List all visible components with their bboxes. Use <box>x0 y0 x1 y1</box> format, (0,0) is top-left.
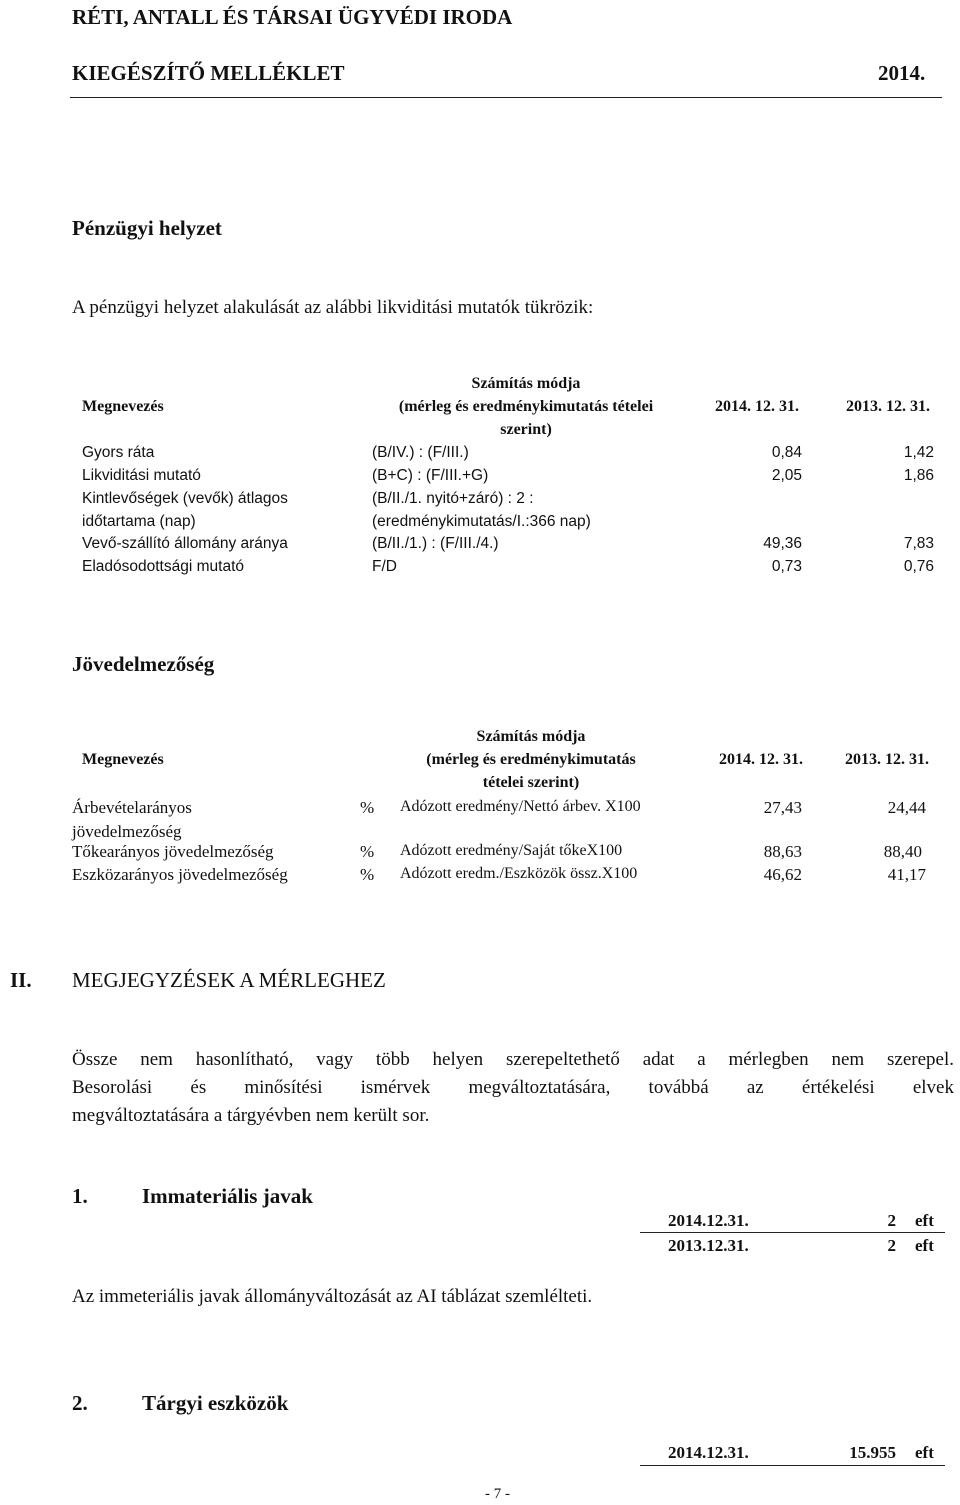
col-header-method-3: szerint) <box>500 421 552 438</box>
intangible-number: 1. <box>72 1184 88 1208</box>
col-header-name: Megnevezés <box>82 398 164 415</box>
col-header-2014: 2014. 12. 31. <box>719 751 803 768</box>
table-row-unit: % <box>360 798 375 817</box>
document-title: KIEGÉSZÍTŐ MELLÉKLET <box>72 61 345 85</box>
table-row-2013: 1,42 <box>903 444 934 461</box>
table-row-name-cont: jövedelmezőség <box>72 822 182 841</box>
financial-intro: A pénzügyi helyzet alakulását az alábbi likviditási mutatók tükrözik: <box>72 297 594 318</box>
table-row-2014: 46,62 <box>763 865 802 884</box>
tangible-value: 15.955 <box>849 1443 896 1462</box>
table-row-name: Árbevételarányos <box>72 798 192 817</box>
document-year: 2014. <box>878 61 926 85</box>
table-row-name: Tőkearányos jövedelmezőség <box>72 842 274 861</box>
tangible-rule <box>640 1465 945 1466</box>
table-row-2014: 88,63 <box>763 842 802 861</box>
table-row-2014: 0,84 <box>771 444 802 461</box>
table-row-name: Eszközarányos jövedelmezőség <box>72 865 288 884</box>
col-header-name: Megnevezés <box>82 751 164 768</box>
table-row-method: (B+C) : (F/III.+G) <box>372 467 489 484</box>
table-row-name: Eladósodottsági mutató <box>82 558 244 575</box>
table-row-name: Kintlevőségek (vevők) átlagos <box>82 490 288 507</box>
table-row-2013: 0,76 <box>903 558 934 575</box>
table-row-method: Adózott eredmény/Saját tőkeX100 <box>400 842 623 859</box>
table-row-method: (B/II./1.) : (F/III./4.) <box>372 535 499 552</box>
tangible-title: Tárgyi eszközök <box>142 1391 289 1415</box>
header-rule <box>70 97 942 98</box>
table-row-2014: 0,73 <box>771 558 802 575</box>
page-number: - 7 - <box>485 1486 510 1502</box>
table-row-2014: 49,36 <box>763 535 802 552</box>
table-row-name: Gyors ráta <box>82 444 155 461</box>
intangible-unit: eft <box>915 1211 934 1230</box>
intangible-title: Immateriális javak <box>142 1184 313 1208</box>
profitability-table <box>0 725 960 895</box>
section-paragraph-line1: Össze nem hasonlítható, vagy több helyen szerepeltethető adat a mérlegben nem szerepel. <box>72 1049 954 1070</box>
table-row-2013: 7,83 <box>903 535 934 552</box>
table-row-name: Likviditási mutató <box>82 467 201 484</box>
intangible-date: 2013.12.31. <box>668 1236 749 1255</box>
liquidity-table <box>0 277 960 597</box>
col-header-2013: 2013. 12. 31. <box>845 751 929 768</box>
table-row-method: (B/II./1. nyitó+záró) : 2 : <box>372 490 534 507</box>
table-row-2013: 24,44 <box>887 798 926 817</box>
table-row-unit: % <box>360 842 375 861</box>
table-row-2013: 88,40 <box>883 842 922 861</box>
intangible-unit: eft <box>915 1236 934 1255</box>
col-header-method-2: (mérleg és eredménykimutatás tételei <box>398 398 654 415</box>
col-header-2013: 2013. 12. 31. <box>846 398 930 415</box>
table-row-method: Adózott eredmény/Nettó árbev. X100 <box>400 798 641 815</box>
table-row-method: F/D <box>372 558 397 575</box>
intangible-value: 2 <box>887 1236 896 1255</box>
section-title: MEGJEGYZÉSEK A MÉRLEGHEZ <box>72 968 386 992</box>
tangible-number: 2. <box>72 1391 88 1415</box>
table-row-unit: % <box>360 865 375 884</box>
table-row-method-cont: (eredménykimutatás/I.:366 nap) <box>372 513 591 530</box>
table-row-2014: 2,05 <box>771 467 802 484</box>
tangible-unit: eft <box>915 1443 934 1462</box>
col-header-method-3: tételei szerint) <box>482 774 580 791</box>
intangible-date: 2014.12.31. <box>668 1211 749 1230</box>
table-row-name-cont: időtartama (nap) <box>82 513 196 530</box>
table-row-method: (B/IV.) : (F/III.) <box>372 444 469 461</box>
section-paragraph-line3: megváltoztatására a tárgyévben nem került sor. <box>72 1105 430 1126</box>
table-row-2013: 41,17 <box>887 865 926 884</box>
intangible-rule <box>640 1232 945 1233</box>
financial-heading: Pénzügyi helyzet <box>72 216 222 240</box>
tangible-date: 2014.12.31. <box>668 1443 749 1462</box>
section-paragraph-line2: Besorolási és minősítési ismérvek megváltoztatására, továbbá az értékelési elvek <box>72 1077 954 1098</box>
table-row-2014: 27,43 <box>763 798 802 817</box>
table-row-method: Adózott eredm./Eszközök össz.X100 <box>400 865 638 882</box>
col-header-method-1: Számítás módja <box>476 728 586 745</box>
col-header-method-2: (mérleg és eredménykimutatás <box>426 751 636 768</box>
intangible-note: Az immeteriális javak állományváltozását az AI táblázat szemlélteti. <box>72 1286 593 1307</box>
section-number: II. <box>10 968 32 992</box>
profitability-heading: Jövedelmezőség <box>72 652 215 676</box>
col-header-2014: 2014. 12. 31. <box>715 398 799 415</box>
table-row-name: Vevő-szállító állomány aránya <box>82 535 288 552</box>
firm-name: RÉTI, ANTALL ÉS TÁRSAI ÜGYVÉDI IRODA <box>72 5 513 29</box>
intangible-value: 2 <box>887 1211 896 1230</box>
table-row-2013: 1,86 <box>903 467 934 484</box>
col-header-method-1: Számítás módja <box>471 375 581 392</box>
